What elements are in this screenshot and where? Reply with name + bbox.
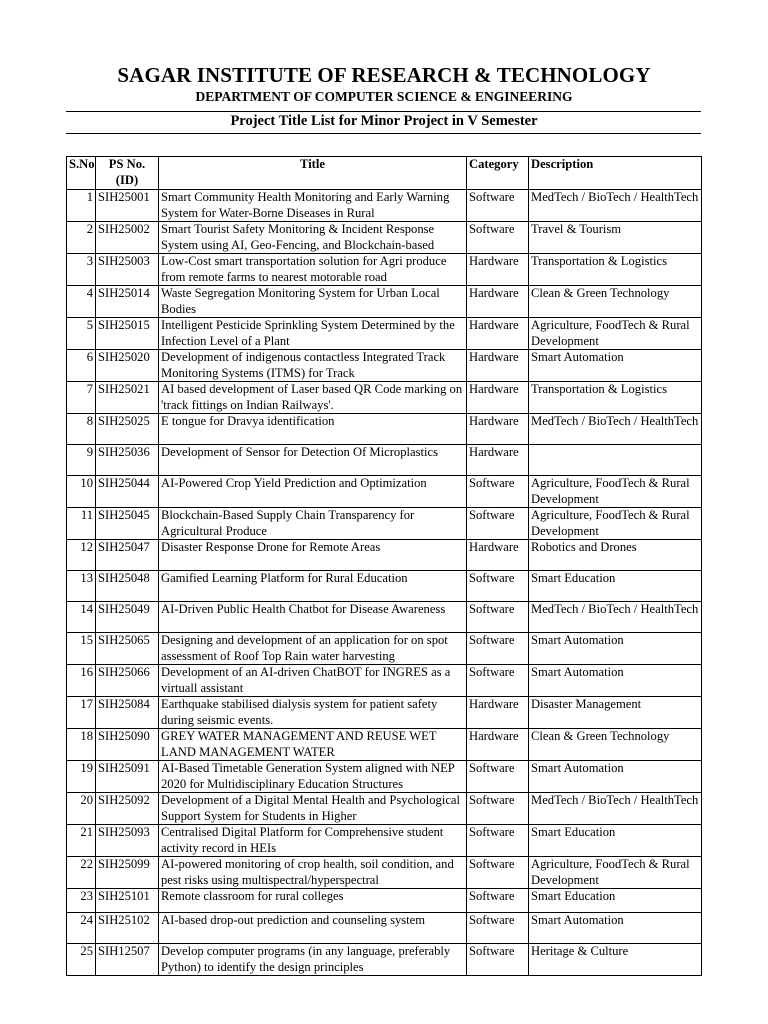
cell-sno-text: 13: [80, 571, 93, 585]
cell-description-text: MedTech / BioTech / HealthTech: [531, 414, 699, 428]
cell-description-text: MedTech / BioTech / HealthTech: [531, 793, 699, 807]
cell-title-text: Smart Community Health Monitoring and Early Warning System for Water-Borne Diseases in Rural: [161, 190, 450, 220]
cell-ps-id: [96, 825, 159, 857]
table-header-row: [67, 157, 702, 190]
cell-description-text: Smart Automation: [531, 761, 624, 775]
institute-name: SAGAR INSTITUTE OF RESEARCH & TECHNOLOGY: [117, 63, 651, 87]
cell-title: [159, 825, 467, 857]
cell-category: [467, 445, 529, 476]
table-row: [67, 793, 702, 825]
table-row: [67, 414, 702, 445]
cell-sno-text: 8: [86, 414, 93, 428]
cell-ps-id: [96, 602, 159, 633]
department-name: DEPARTMENT OF COMPUTER SCIENCE & ENGINEERING: [195, 89, 573, 104]
cell-ps-id-text: SIH25093: [98, 825, 150, 839]
cell-description: [529, 633, 702, 665]
cell-category-text: Hardware: [469, 286, 519, 300]
cell-sno-text: 22: [80, 857, 93, 871]
cell-sno: [67, 190, 96, 222]
cell-sno: [67, 571, 96, 602]
cell-sno: [67, 350, 96, 382]
cell-description: [529, 944, 702, 976]
cell-title: [159, 729, 467, 761]
cell-sno-text: 3: [86, 254, 93, 268]
cell-title-text: AI-Based Timetable Generation System aligned with NEP 2020 for Multidisciplinary Education Structures: [161, 761, 455, 791]
table-row: [67, 944, 702, 976]
cell-ps-id: [96, 350, 159, 382]
cell-ps-id-text: SIH25065: [98, 633, 150, 647]
cell-ps-id-text: SIH25036: [98, 445, 150, 459]
cell-description-text: MedTech / BioTech / HealthTech: [531, 190, 699, 204]
cell-ps-id: [96, 286, 159, 318]
table-row: [67, 190, 702, 222]
cell-title: [159, 445, 467, 476]
cell-category: [467, 697, 529, 729]
cell-ps-id: [96, 761, 159, 793]
col-header-description: Description: [529, 157, 702, 190]
cell-ps-id-text: SIH25025: [98, 414, 150, 428]
col-header-category: Category: [467, 157, 529, 190]
cell-title: [159, 286, 467, 318]
table-row: [67, 382, 702, 414]
table-row: [67, 697, 702, 729]
cell-sno: [67, 445, 96, 476]
cell-description: [529, 286, 702, 318]
cell-description-text: Disaster Management: [531, 697, 642, 711]
table-row: [67, 825, 702, 857]
cell-ps-id: [96, 665, 159, 697]
cell-description-text: MedTech / BioTech / HealthTech: [531, 602, 699, 616]
cell-sno-text: 20: [80, 793, 93, 807]
cell-title: [159, 944, 467, 976]
cell-description-text: Agriculture, FoodTech & Rural Development: [531, 857, 690, 887]
cell-category-text: Hardware: [469, 540, 519, 554]
cell-category-text: Software: [469, 190, 515, 204]
cell-sno: [67, 761, 96, 793]
document-subtitle: Project Title List for Minor Project in V Semester: [230, 113, 538, 129]
cell-ps-id-text: SIH25047: [98, 540, 150, 554]
cell-ps-id-text: SIH25021: [98, 382, 150, 396]
cell-category: [467, 665, 529, 697]
cell-category-text: Hardware: [469, 445, 519, 459]
cell-ps-id-text: SIH12507: [98, 944, 150, 958]
cell-description-text: Agriculture, FoodTech & Rural Development: [531, 476, 690, 506]
cell-sno: [67, 222, 96, 254]
cell-title: [159, 254, 467, 286]
cell-category-text: Hardware: [469, 414, 519, 428]
table-row: [67, 318, 702, 350]
table-row: [67, 508, 702, 540]
cell-ps-id-text: SIH25091: [98, 761, 150, 775]
cell-category: [467, 190, 529, 222]
cell-sno-text: 18: [80, 729, 93, 743]
cell-description: [529, 254, 702, 286]
cell-category: [467, 382, 529, 414]
cell-description-text: Travel & Tourism: [531, 222, 622, 236]
cell-title: [159, 350, 467, 382]
cell-description: [529, 857, 702, 889]
cell-category: [467, 729, 529, 761]
cell-sno-text: 19: [80, 761, 93, 775]
col-header-sno: S.No: [67, 157, 96, 190]
cell-ps-id: [96, 571, 159, 602]
cell-sno-text: 15: [80, 633, 93, 647]
cell-category: [467, 633, 529, 665]
cell-sno-text: 11: [80, 508, 93, 522]
table-row: [67, 222, 702, 254]
cell-description-text: Agriculture, FoodTech & Rural Development: [531, 508, 690, 538]
cell-title: [159, 190, 467, 222]
cell-category: [467, 476, 529, 508]
cell-sno: [67, 793, 96, 825]
cell-ps-id-text: SIH25090: [98, 729, 150, 743]
cell-sno-text: 9: [86, 445, 93, 459]
cell-sno: [67, 540, 96, 571]
cell-sno-text: 2: [86, 222, 93, 236]
cell-category-text: Software: [469, 913, 515, 927]
cell-category: [467, 571, 529, 602]
cell-sno-text: 1: [86, 190, 93, 204]
cell-title-text: Development of indigenous contactless Integrated Track Monitoring Systems (ITMS) for Track: [161, 350, 446, 380]
table-row: [67, 729, 702, 761]
cell-description: [529, 476, 702, 508]
cell-sno-text: 17: [80, 697, 93, 711]
cell-sno: [67, 729, 96, 761]
cell-ps-id-text: SIH25101: [98, 889, 150, 903]
cell-description: [529, 697, 702, 729]
cell-ps-id: [96, 540, 159, 571]
table-row: [67, 665, 702, 697]
table-row: [67, 286, 702, 318]
cell-description: [529, 571, 702, 602]
cell-category-text: Software: [469, 889, 515, 903]
cell-sno-text: 10: [80, 476, 93, 490]
cell-category: [467, 857, 529, 889]
cell-description-text: Smart Automation: [531, 350, 624, 364]
cell-title-text: Intelligent Pesticide Sprinkling System Determined by the Infection Level of a Plant: [161, 318, 455, 348]
cell-sno-text: 14: [80, 602, 93, 616]
cell-ps-id: [96, 414, 159, 445]
cell-title-text: Smart Tourist Safety Monitoring & Incident Response System using AI, Geo-Fencing, and Blockchain-based: [161, 222, 435, 252]
cell-description: [529, 761, 702, 793]
table-row: [67, 540, 702, 571]
cell-description: [529, 889, 702, 913]
cell-category-text: Hardware: [469, 254, 519, 268]
cell-ps-id-text: SIH25020: [98, 350, 150, 364]
cell-category-text: Software: [469, 665, 515, 679]
table-row: [67, 445, 702, 476]
cell-category-text: Software: [469, 222, 515, 236]
cell-title: [159, 414, 467, 445]
cell-sno: [67, 665, 96, 697]
cell-description-text: Smart Automation: [531, 633, 624, 647]
cell-title-text: Gamified Learning Platform for Rural Education: [161, 571, 408, 585]
table-row: [67, 602, 702, 633]
cell-description: [529, 445, 702, 476]
cell-title-text: Remote classroom for rural colleges: [161, 889, 344, 903]
cell-category-text: Software: [469, 761, 515, 775]
cell-description-text: Smart Automation: [531, 913, 624, 927]
cell-title-text: Blockchain-Based Supply Chain Transparency for Agricultural Produce: [161, 508, 415, 538]
cell-sno-text: 21: [80, 825, 93, 839]
cell-description-text: Clean & Green Technology: [531, 729, 670, 743]
cell-ps-id-text: SIH25102: [98, 913, 150, 927]
cell-ps-id: [96, 793, 159, 825]
cell-sno-text: 24: [80, 913, 93, 927]
cell-category: [467, 350, 529, 382]
cell-title: [159, 222, 467, 254]
cell-ps-id-text: SIH25099: [98, 857, 150, 871]
cell-description-text: Robotics and Drones: [531, 540, 637, 554]
cell-description: [529, 793, 702, 825]
cell-title-text: Development of a Digital Mental Health and Psychological Support System for Students in Higher: [161, 793, 461, 823]
cell-ps-id-text: SIH25066: [98, 665, 150, 679]
cell-ps-id: [96, 318, 159, 350]
cell-description-text: Smart Automation: [531, 665, 624, 679]
project-table: [66, 156, 702, 976]
cell-ps-id-text: SIH25002: [98, 222, 150, 236]
cell-category-text: Software: [469, 633, 515, 647]
cell-sno: [67, 697, 96, 729]
cell-title-text: Development of Sensor for Detection Of Microplastics: [161, 445, 438, 459]
cell-category: [467, 793, 529, 825]
cell-sno: [67, 508, 96, 540]
cell-sno: [67, 944, 96, 976]
cell-description: [529, 665, 702, 697]
cell-category: [467, 414, 529, 445]
table-row: [67, 476, 702, 508]
cell-ps-id: [96, 944, 159, 976]
cell-description-text: Clean & Green Technology: [531, 286, 670, 300]
cell-ps-id-text: SIH25092: [98, 793, 150, 807]
cell-sno-text: 12: [80, 540, 93, 554]
cell-category: [467, 944, 529, 976]
cell-sno: [67, 254, 96, 286]
cell-description: [529, 729, 702, 761]
cell-title-text: AI-Powered Crop Yield Prediction and Optimization: [161, 476, 427, 490]
cell-category: [467, 254, 529, 286]
cell-description: [529, 382, 702, 414]
cell-title: [159, 761, 467, 793]
cell-ps-id-text: SIH25003: [98, 254, 150, 268]
cell-description: [529, 540, 702, 571]
cell-ps-id: [96, 857, 159, 889]
cell-ps-id: [96, 476, 159, 508]
cell-description: [529, 913, 702, 944]
cell-title-text: AI-powered monitoring of crop health, soil condition, and pest risks using multispectral/hyperspectral: [161, 857, 454, 887]
cell-category-text: Software: [469, 571, 515, 585]
cell-title-text: AI-based drop-out prediction and counseling system: [161, 913, 426, 927]
cell-ps-id: [96, 508, 159, 540]
cell-title-text: Centralised Digital Platform for Comprehensive student activity record in HEIs: [161, 825, 444, 855]
cell-title: [159, 382, 467, 414]
cell-title-text: Waste Segregation Monitoring System for Urban Local Bodies: [161, 286, 440, 316]
cell-title-text: Develop computer programs (in any language, preferably Python) to identify the design principles: [161, 944, 451, 974]
cell-sno: [67, 825, 96, 857]
cell-category-text: Software: [469, 793, 515, 807]
cell-ps-id-text: SIH25048: [98, 571, 150, 585]
cell-description: [529, 414, 702, 445]
table-row: [67, 913, 702, 944]
cell-category: [467, 540, 529, 571]
cell-description-text: Transportation & Logistics: [531, 254, 667, 268]
cell-title: [159, 476, 467, 508]
cell-sno-text: 23: [80, 889, 93, 903]
cell-category-text: Software: [469, 944, 515, 958]
cell-description-text: Smart Education: [531, 889, 616, 903]
col-header-id: PS No. (ID): [96, 157, 159, 190]
cell-title: [159, 602, 467, 633]
cell-sno-text: 5: [86, 318, 93, 332]
cell-title: [159, 793, 467, 825]
cell-description-text: Transportation & Logistics: [531, 382, 667, 396]
cell-ps-id-text: SIH25001: [98, 190, 150, 204]
cell-title: [159, 889, 467, 913]
cell-sno: [67, 913, 96, 944]
cell-category-text: Hardware: [469, 697, 519, 711]
cell-title: [159, 857, 467, 889]
cell-description-text: Heritage & Culture: [531, 944, 629, 958]
cell-description: [529, 190, 702, 222]
cell-sno: [67, 633, 96, 665]
cell-title-text: E tongue for Dravya identification: [161, 414, 335, 428]
cell-sno-text: 4: [86, 286, 93, 300]
cell-title-text: GREY WATER MANAGEMENT AND REUSE WET LAND MANAGEMENT WATER: [161, 729, 437, 759]
cell-ps-id: [96, 254, 159, 286]
table-row: [67, 889, 702, 913]
cell-description: [529, 825, 702, 857]
cell-sno: [67, 318, 96, 350]
cell-ps-id-text: SIH25084: [98, 697, 150, 711]
cell-sno: [67, 857, 96, 889]
cell-category-text: Hardware: [469, 729, 519, 743]
cell-title-text: Disaster Response Drone for Remote Areas: [161, 540, 381, 554]
cell-title-text: Designing and development of an application for on spot assessment of Roof Top Rain water harvesting: [161, 633, 448, 663]
cell-ps-id: [96, 382, 159, 414]
cell-sno: [67, 889, 96, 913]
table-row: [67, 857, 702, 889]
table-row: [67, 254, 702, 286]
cell-ps-id: [96, 222, 159, 254]
cell-sno-text: 16: [80, 665, 93, 679]
col-header-title: Title: [159, 157, 467, 190]
cell-description: [529, 222, 702, 254]
cell-description: [529, 508, 702, 540]
cell-ps-id: [96, 445, 159, 476]
cell-category: [467, 286, 529, 318]
cell-title: [159, 697, 467, 729]
cell-description-text: Smart Education: [531, 571, 616, 585]
cell-title-text: AI based development of Laser based QR Code marking on 'track fittings on Indian Railways'.: [161, 382, 463, 412]
cell-category-text: Software: [469, 857, 515, 871]
cell-category-text: Software: [469, 476, 515, 490]
cell-ps-id-text: SIH25015: [98, 318, 150, 332]
cell-ps-id-text: SIH25044: [98, 476, 150, 490]
cell-ps-id: [96, 633, 159, 665]
cell-category-text: Hardware: [469, 318, 519, 332]
cell-category-text: Software: [469, 508, 515, 522]
cell-category: [467, 761, 529, 793]
cell-ps-id: [96, 190, 159, 222]
cell-title: [159, 913, 467, 944]
cell-category-text: Hardware: [469, 382, 519, 396]
cell-ps-id: [96, 913, 159, 944]
cell-category-text: Hardware: [469, 350, 519, 364]
table-body: [67, 190, 702, 976]
cell-sno: [67, 602, 96, 633]
cell-category: [467, 913, 529, 944]
cell-description: [529, 602, 702, 633]
cell-description: [529, 318, 702, 350]
cell-ps-id: [96, 729, 159, 761]
cell-category: [467, 222, 529, 254]
cell-description-text: Agriculture, FoodTech & Rural Development: [531, 318, 690, 348]
cell-category: [467, 318, 529, 350]
cell-title: [159, 540, 467, 571]
cell-ps-id-text: SIH25049: [98, 602, 150, 616]
cell-title: [159, 633, 467, 665]
cell-title: [159, 318, 467, 350]
cell-description: [529, 350, 702, 382]
cell-ps-id-text: SIH25014: [98, 286, 150, 300]
cell-title: [159, 508, 467, 540]
cell-title: [159, 665, 467, 697]
cell-sno-text: 7: [86, 382, 93, 396]
table-row: [67, 350, 702, 382]
cell-ps-id: [96, 889, 159, 913]
table-row: [67, 761, 702, 793]
cell-category: [467, 602, 529, 633]
cell-category: [467, 889, 529, 913]
cell-ps-id: [96, 697, 159, 729]
cell-title: [159, 571, 467, 602]
cell-title-text: Earthquake stabilised dialysis system for patient safety during seismic events.: [161, 697, 438, 727]
cell-sno-text: 6: [86, 350, 93, 364]
cell-sno: [67, 382, 96, 414]
cell-ps-id-text: SIH25045: [98, 508, 150, 522]
cell-sno: [67, 414, 96, 445]
table-row: [67, 571, 702, 602]
cell-category-text: Software: [469, 602, 515, 616]
cell-sno: [67, 476, 96, 508]
divider-top: [66, 111, 701, 112]
cell-sno: [67, 286, 96, 318]
cell-category-text: Software: [469, 825, 515, 839]
cell-title-text: AI-Driven Public Health Chatbot for Disease Awareness: [161, 602, 446, 616]
table-row: [67, 633, 702, 665]
cell-sno-text: 25: [80, 944, 93, 958]
cell-description-text: Smart Education: [531, 825, 616, 839]
cell-title-text: Low-Cost smart transportation solution for Agri produce from remote farms to nearest motorable road: [161, 254, 447, 284]
cell-title-text: Development of an AI-driven ChatBOT for INGRES as a virtuall assistant: [161, 665, 451, 695]
divider-bottom: [66, 133, 701, 134]
cell-category: [467, 508, 529, 540]
cell-category: [467, 825, 529, 857]
